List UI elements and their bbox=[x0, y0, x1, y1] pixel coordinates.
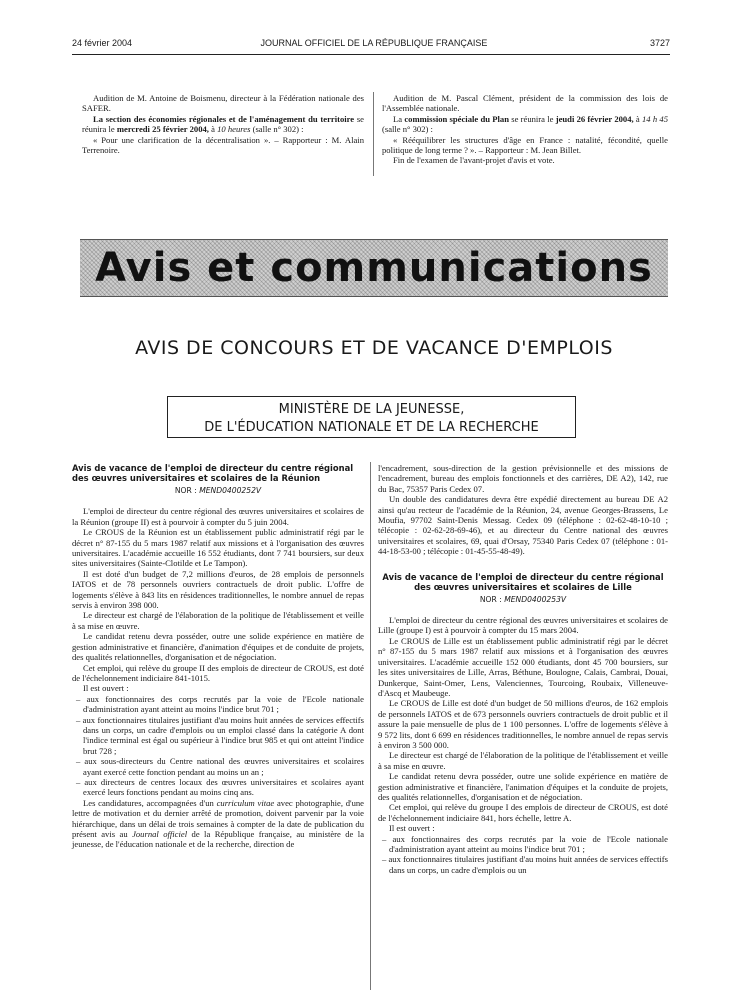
banner-title: Avis et communications bbox=[95, 245, 653, 291]
list-item: – aux fonctionnaires titulaires justifiant d'au moins huit années de services effectifs dans un corps, un cadre d'emplois ou un emploi classé dans la catégorie A dont l'indice terminal est égal ou supérieur à l'indice brut 985 et qui ont atteint l'indice brut 728 ; bbox=[72, 715, 364, 757]
section-meeting-paragraph: La section des économies régionales et de l'aménagement du territoire se réunira le mercredi 25 février 2004, à 10 heures (salle n° 302) : bbox=[82, 113, 364, 135]
main-left-column bbox=[72, 463, 364, 850]
ministry-line-2: DE L'ÉDUCATION NATIONALE ET DE LA RECHERCHE bbox=[204, 420, 539, 435]
notice-paragraph: Le candidat retenu devra posséder, outre une solide expérience en matière de gestion administrative et financière, l'animation d'équipes et la conduite de projets, des qualités relationnelles, d'organisation et de négociation. bbox=[378, 771, 668, 802]
audition-paragraph: Audition de M. Antoine de Boismenu, directeur à la Fédération nationale des SAFER. bbox=[82, 93, 364, 114]
notice-paragraph: Cet emploi, qui relève du groupe I des emplois de directeur de CROUS, est doté de l'échelonnement indiciaire 841, hors échelle, lettre A. bbox=[378, 802, 668, 823]
notice-paragraph: l'encadrement, sous-direction de la gestion prévisionnelle et des missions de l'encadrement, bureau des emplois fonctionnels et des carrières, DE A2), 142, rue du Bac, 75357 Paris Cedex 07. bbox=[378, 463, 668, 494]
commission-meeting-paragraph: La commission spéciale du Plan se réunira le jeudi 26 février 2004, à 14 h 45 (salle n° 302) : bbox=[382, 113, 668, 135]
notice-paragraph: Le CROUS de la Réunion est un établissement public administratif régi par le décret n° 87-155 du 5 mars 1987 relatif aux missions et à l'organisation des œuvres universitaires. L'académie accueille 16 552 étudiants, dont 7 741 boursiers, sur deux sites universitaires (Sainte-Clotilde et Le Tampon). bbox=[72, 527, 364, 569]
page-number: 3727 bbox=[649, 38, 670, 48]
notice-paragraph: L'emploi de directeur du centre régional des œuvres universitaires et scolaires de la Réunion (groupe II) est à pourvoir à compter du 5 juin 2004. bbox=[72, 506, 364, 527]
journal-title: JOURNAL OFFICIEL DE LA RÉPUBLIQUE FRANÇAISE bbox=[260, 38, 488, 48]
list-item: – aux fonctionnaires des corps recrutés par la voie de l'Ecole nationale d'administration ayant atteint au moins l'indice brut 701 ; bbox=[72, 694, 364, 715]
notice-paragraph: Le candidat retenu devra posséder, outre une solide expérience en matière de gestion administrative et financière, d'animation d'équipes et de conduite de projets, des qualités relationnelles, d'organisation et de négociation. bbox=[72, 631, 364, 663]
notice-paragraph: Le directeur est chargé de l'élaboration de la politique de l'établissement et veille à sa mise en œuvre. bbox=[378, 750, 668, 771]
notice-paragraph: Il est doté d'un budget de 7,2 millions d'euros, de 28 emplois de personnels IATOS et de 78 personnels ouvriers contractuels de droit public. L'offre de logements s'élève à 843 lits en résidences traditionnelles, le nombre annuel de repas servis à environ 398 000. bbox=[72, 568, 364, 611]
notice-paragraph: Le CROUS de Lille est doté d'un budget de 50 millions d'euros, de 162 emplois de personnels IATOS et de 673 personnels ouvriers contractuels de droit public et il assure la paie mensuelle de plus de 1 100 personnes. L'offre de logements s'élève à 9 572 lits, dont 6 699 en résidences traditionnelles, le nombre annuel de repas servis à environ 3 500 000. bbox=[378, 698, 668, 750]
nor-reference: NOR : MEND0400252V bbox=[174, 486, 262, 495]
column-divider bbox=[370, 462, 371, 990]
column-divider bbox=[373, 92, 374, 176]
notice-paragraph: L'emploi de directeur du centre régional des œuvres universitaires et scolaires de Lille (groupe I) est à pourvoir à compter du 15 mars 2004. bbox=[378, 615, 668, 636]
section-banner bbox=[80, 239, 668, 297]
notice-paragraph: Un double des candidatures devra être expédié directement au bureau DE A2 ainsi qu'au recteur de l'académie de la Réunion, 24, avenue Georges-Brassens, Le Moufia, 97702 Saint-Denis Messag. Cedex 09 (téléphone : 02-62-48-10-10 ; télécopie : 02-62-28-69-46), et au directeur du Centre national des œuvres universitaires et scolaires, 69, quai d'Orsay, 75340 Paris Cedex 07 (téléphone : 01-44-18-53-00 ; télécopie : 01-45-55-48-49). bbox=[378, 494, 668, 557]
notice-paragraph: Cet emploi, qui relève du groupe II des emplois de directeur de CROUS, est doté de l'échelonnement indiciaire 841-1015. bbox=[72, 662, 364, 683]
notice-heading: Avis de vacance de l'emploi de directeur du centre régional des œuvres universitaires et scolaires de la Réunion bbox=[72, 463, 354, 483]
top-left-column bbox=[82, 93, 364, 155]
section-title: AVIS DE CONCOURS ET DE VACANCE D'EMPLOIS bbox=[135, 337, 613, 359]
closing-paragraph: Fin de l'examen de l'avant-projet d'avis et vote. bbox=[393, 155, 555, 166]
main-right-column bbox=[378, 463, 668, 875]
notice-paragraph: Le CROUS de Lille est un établissement public administratif régi par le décret n° 87-155 du 5 mars 1987 relatif aux missions et à l'organisation des œuvres universitaires. L'académie accueille 152 000 étudiants, dont 45 700 boursiers, sur les sites universitaires de Lille, Arras, Béthune, Boulogne, Calais, Cambrai, Douai, Dunkerque, Saint-Omer, Lens, Valenciennes, Tourcoing, Roubaix, Villeneuve-d'Ascq et Maubeuge. bbox=[378, 635, 668, 698]
header-rule bbox=[72, 54, 670, 55]
notice-paragraph: Il est ouvert : bbox=[389, 823, 435, 834]
issue-date: 24 février 2004 bbox=[72, 38, 133, 48]
nor-reference: NOR : MEND0400253V bbox=[479, 594, 567, 604]
eligibility-list bbox=[72, 694, 364, 798]
notice-heading: Avis de vacance de l'emploi de directeur du centre régional des œuvres universitaires et scolaires de Lille bbox=[382, 571, 664, 592]
ministry-line-1: MINISTÈRE DE LA JEUNESSE, bbox=[278, 402, 465, 417]
list-item: – aux directeurs de centres locaux des œuvres universitaires et scolaires ayant exercé leurs fonctions pendant au moins cinq ans. bbox=[72, 777, 364, 798]
notice-paragraph: Le directeur est chargé de l'élaboration de la politique de l'établissement et veille à sa mise en œuvre. bbox=[72, 610, 364, 631]
agenda-paragraph: « Rééquilibrer les structures d'âge en France : natalité, fécondité, quelle politique de long terme ? ». – Rapporteur : M. Jean Billet. bbox=[382, 134, 668, 156]
notice-paragraph: Il est ouvert : bbox=[83, 683, 129, 694]
list-item: – aux fonctionnaires titulaires justifiant d'au moins huit années de services effectifs dans un corps, un cadre d'emplois ou un bbox=[378, 854, 668, 875]
running-header bbox=[0, 38, 748, 52]
ministry-box bbox=[167, 396, 576, 438]
audition-paragraph: Audition de M. Pascal Clément, président de la commission des lois de l'Assemblée nationale. bbox=[382, 93, 668, 114]
top-right-column bbox=[382, 93, 668, 166]
agenda-paragraph: « Pour une clarification de la décentralisation ». – Rapporteur : M. Alain Terrenoire. bbox=[82, 134, 364, 156]
list-item: – aux sous-directeurs du Centre national des œuvres universitaires et scolaires ayant exercé cette fonction pendant au moins un an ; bbox=[72, 756, 364, 777]
eligibility-list bbox=[378, 834, 668, 876]
application-paragraph: Les candidatures, accompagnées d'un curriculum vitae avec photographie, d'une lettre de motivation et du dernier arrêté de promotion, doivent parvenir par la voie hiérarchique, dans un délai de trois semaines à compter de la date de publication du présent avis au Journal officiel de la République française, au ministère de la jeunesse, de l'éducation nationale et de la recherche, direction de bbox=[72, 797, 365, 850]
list-item: – aux fonctionnaires des corps recrutés par la voie de l'Ecole nationale d'administration ayant atteint au moins l'indice brut 701 ; bbox=[378, 834, 668, 855]
